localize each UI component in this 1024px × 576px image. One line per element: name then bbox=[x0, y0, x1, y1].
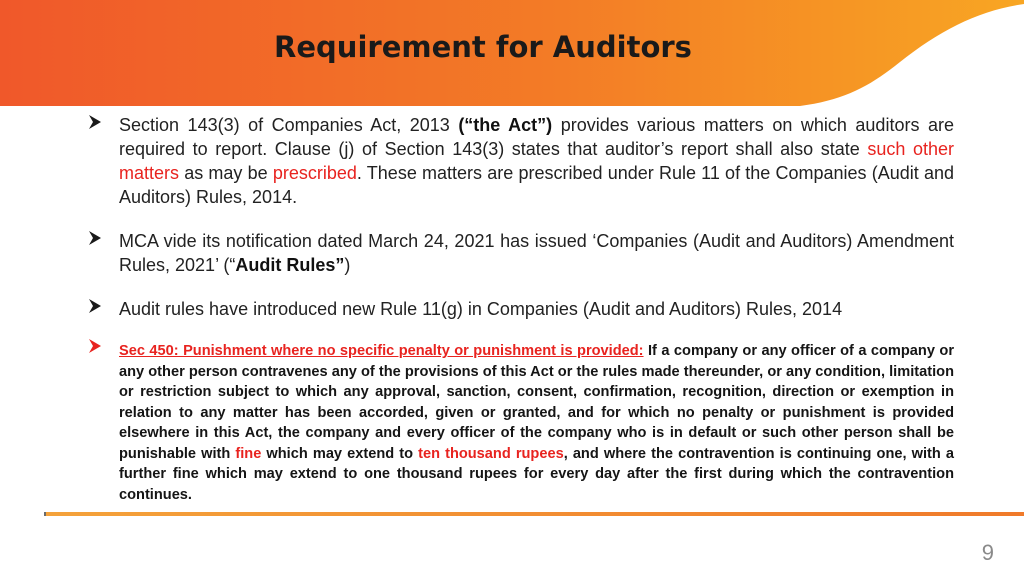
bullet-text: Sec 450: Punishment where no specific penalty or punishment is provided: If a company or any officer of a company or any other person contravenes any of the provisions of this Act or the rules made thereunder, or any condition, limitation or restriction subject to which any approval, sanction, consent, confirmation, recognition, direction or exemption in relation to any matter has been accorded, given or granted, and for which no penalty or punishment is provided elsewhere in this Act, the company and every officer of the company who is in default or such other person shall be punishable with fine which may extend to ten thousand rupees, and where the contravention is continuing one, with a further fine which may extend to one thousand rupees for every day after the first during which the contravention continues. bbox=[119, 343, 954, 503]
bullet-text: MCA vide its notification dated March 24, 2021 has issued ‘Companies (Audit and Auditors) Amendment Rules, 2021’ (“Audit Rules”) bbox=[119, 231, 954, 275]
highlight-ten-thousand-rupees: ten thousand rupees bbox=[418, 445, 564, 462]
highlight-such-other-matters: such other matters bbox=[119, 139, 954, 183]
arrow-bullet-icon bbox=[88, 298, 102, 314]
bullet-item-mca-notification bbox=[86, 229, 954, 277]
bullet-list bbox=[86, 113, 954, 505]
arrow-bullet-icon bbox=[88, 230, 102, 246]
arrow-bullet-icon bbox=[88, 114, 102, 130]
bullet-text: Audit rules have introduced new Rule 11(g) in Companies (Audit and Auditors) Rules, 2014 bbox=[119, 299, 843, 319]
arrow-bullet-icon-red bbox=[88, 338, 102, 354]
bullet-item-rule-11g bbox=[86, 297, 954, 321]
page-number: 9 bbox=[981, 540, 994, 565]
footer-divider bbox=[44, 512, 1024, 516]
bullet-item-section-143 bbox=[86, 113, 954, 209]
bullet-text: Section 143(3) of Companies Act, 2013 (“the Act”) provides various matters on which auditors are required to report. Clause (j) of Section 143(3) states that auditor’s report shall also state such other matters as may be prescribed. These matters are prescribed under Rule 11 of the Companies (Audit and Auditors) Rules, 2014. bbox=[119, 115, 954, 207]
slide-title: Requirement for Auditors bbox=[274, 30, 692, 64]
highlight-fine: fine bbox=[235, 445, 262, 462]
bullet-item-sec-450 bbox=[86, 341, 954, 505]
sec-450-link[interactable]: Sec 450: Punishment where no specific penalty or punishment is provided: bbox=[119, 343, 644, 359]
highlight-prescribed: prescribed bbox=[272, 163, 357, 183]
